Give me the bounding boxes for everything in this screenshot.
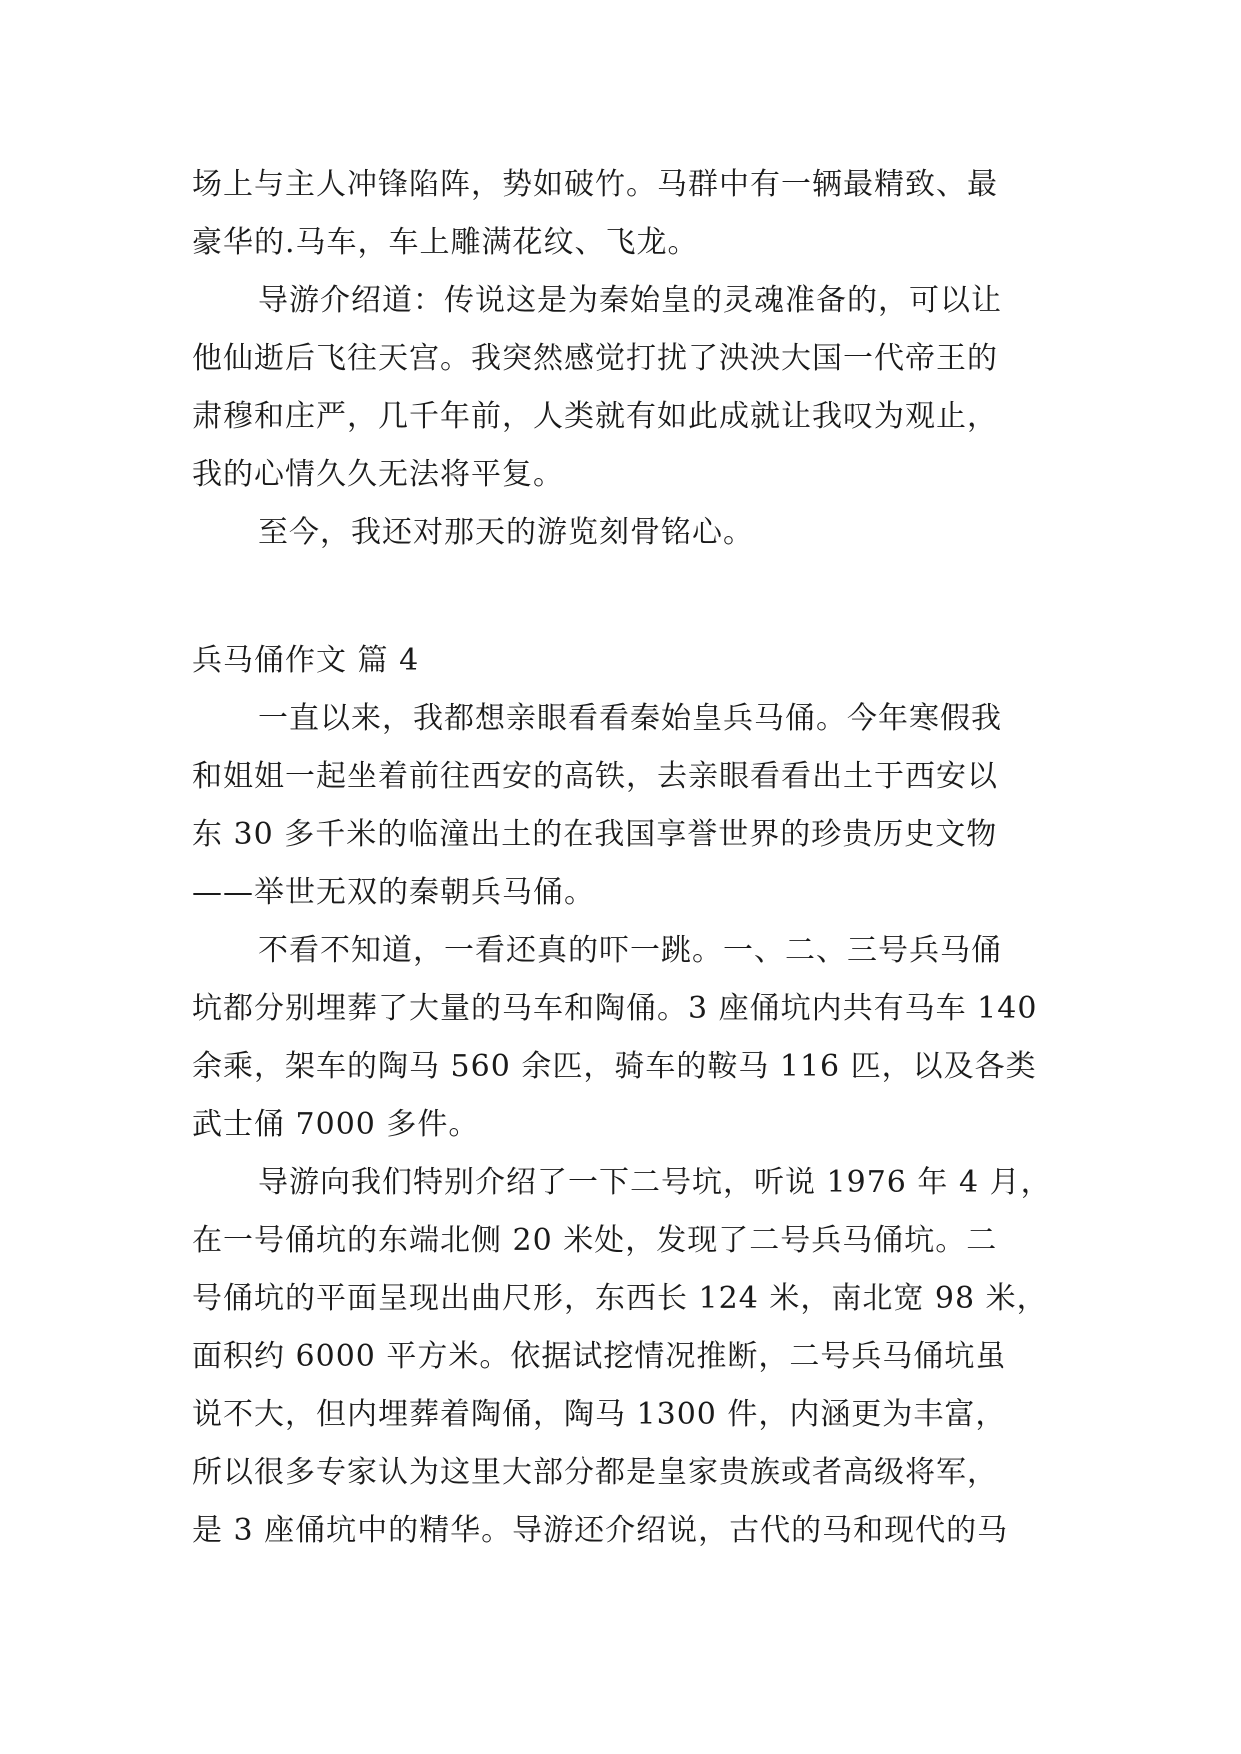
text-line: 坑都分别埋葬了大量的马车和陶俑。3 座俑坑内共有马车 140 xyxy=(192,991,1038,1026)
text-line: 至今，我还对那天的游览刻骨铭心。 xyxy=(258,515,754,550)
text-line: 东 30 多千米的临潼出土的在我国享誉世界的珍贵历史文物 xyxy=(192,817,998,852)
text-line: 场上与主人冲锋陷阵，势如破竹。马群中有一辆最精致、最 xyxy=(192,167,998,202)
text-line: 是 3 座俑坑中的精华。导游还介绍说，古代的马和现代的马 xyxy=(192,1513,1009,1548)
paragraph xyxy=(192,272,1052,504)
paragraph xyxy=(192,690,1052,922)
text-line: 我的心情久久无法将平复。 xyxy=(192,457,564,492)
paragraph xyxy=(192,156,1052,272)
text-line: 他仙逝后飞往天宫。我突然感觉打扰了泱泱大国一代帝王的 xyxy=(192,341,998,376)
text-line: 号俑坑的平面呈现出曲尺形，东西长 124 米，南北宽 98 米， xyxy=(192,1281,1048,1316)
paragraph xyxy=(192,1154,1052,1560)
section-gap xyxy=(192,562,1052,632)
text-line: 一直以来，我都想亲眼看看秦始皇兵马俑。今年寒假我 xyxy=(258,701,1002,736)
text-line: 和姐姐一起坐着前往西安的高铁，去亲眼看看出土于西安以 xyxy=(192,759,998,794)
document-body xyxy=(192,156,1052,1560)
text-line: 余乘，架车的陶马 560 余匹，骑车的鞍马 116 匹，以及各类 xyxy=(192,1049,1037,1084)
text-line: 在一号俑坑的东端北侧 20 米处，发现了二号兵马俑坑。二 xyxy=(192,1223,998,1258)
text-line: 不看不知道，一看还真的吓一跳。一、二、三号兵马俑 xyxy=(258,933,1002,968)
text-line: 面积约 6000 平方米。依据试挖情况推断，二号兵马俑坑虽 xyxy=(192,1339,1007,1374)
paragraph xyxy=(192,922,1052,1154)
text-line: 说不大，但内埋葬着陶俑，陶马 1300 件，内涵更为丰富， xyxy=(192,1397,1007,1432)
text-line: 武士俑 7000 多件。 xyxy=(192,1107,480,1142)
text-line: ——举世无双的秦朝兵马俑。 xyxy=(192,875,595,910)
paragraph xyxy=(192,504,1052,562)
text-line: 导游向我们特别介绍了一下二号坑，听说 1976 年 4 月， xyxy=(258,1165,1052,1200)
text-line: 豪华的.马车，车上雕满花纹、飞龙。 xyxy=(192,225,699,260)
text-line: 所以很多专家认为这里大部分都是皇家贵族或者高级将军， xyxy=(192,1455,998,1490)
text-line: 肃穆和庄严，几千年前，人类就有如此成就让我叹为观止， xyxy=(192,399,998,434)
section-title: 兵马俑作文 篇 4 xyxy=(192,643,420,678)
text-line: 导游介绍道：传说这是为秦始皇的灵魂准备的，可以让 xyxy=(258,283,1002,318)
